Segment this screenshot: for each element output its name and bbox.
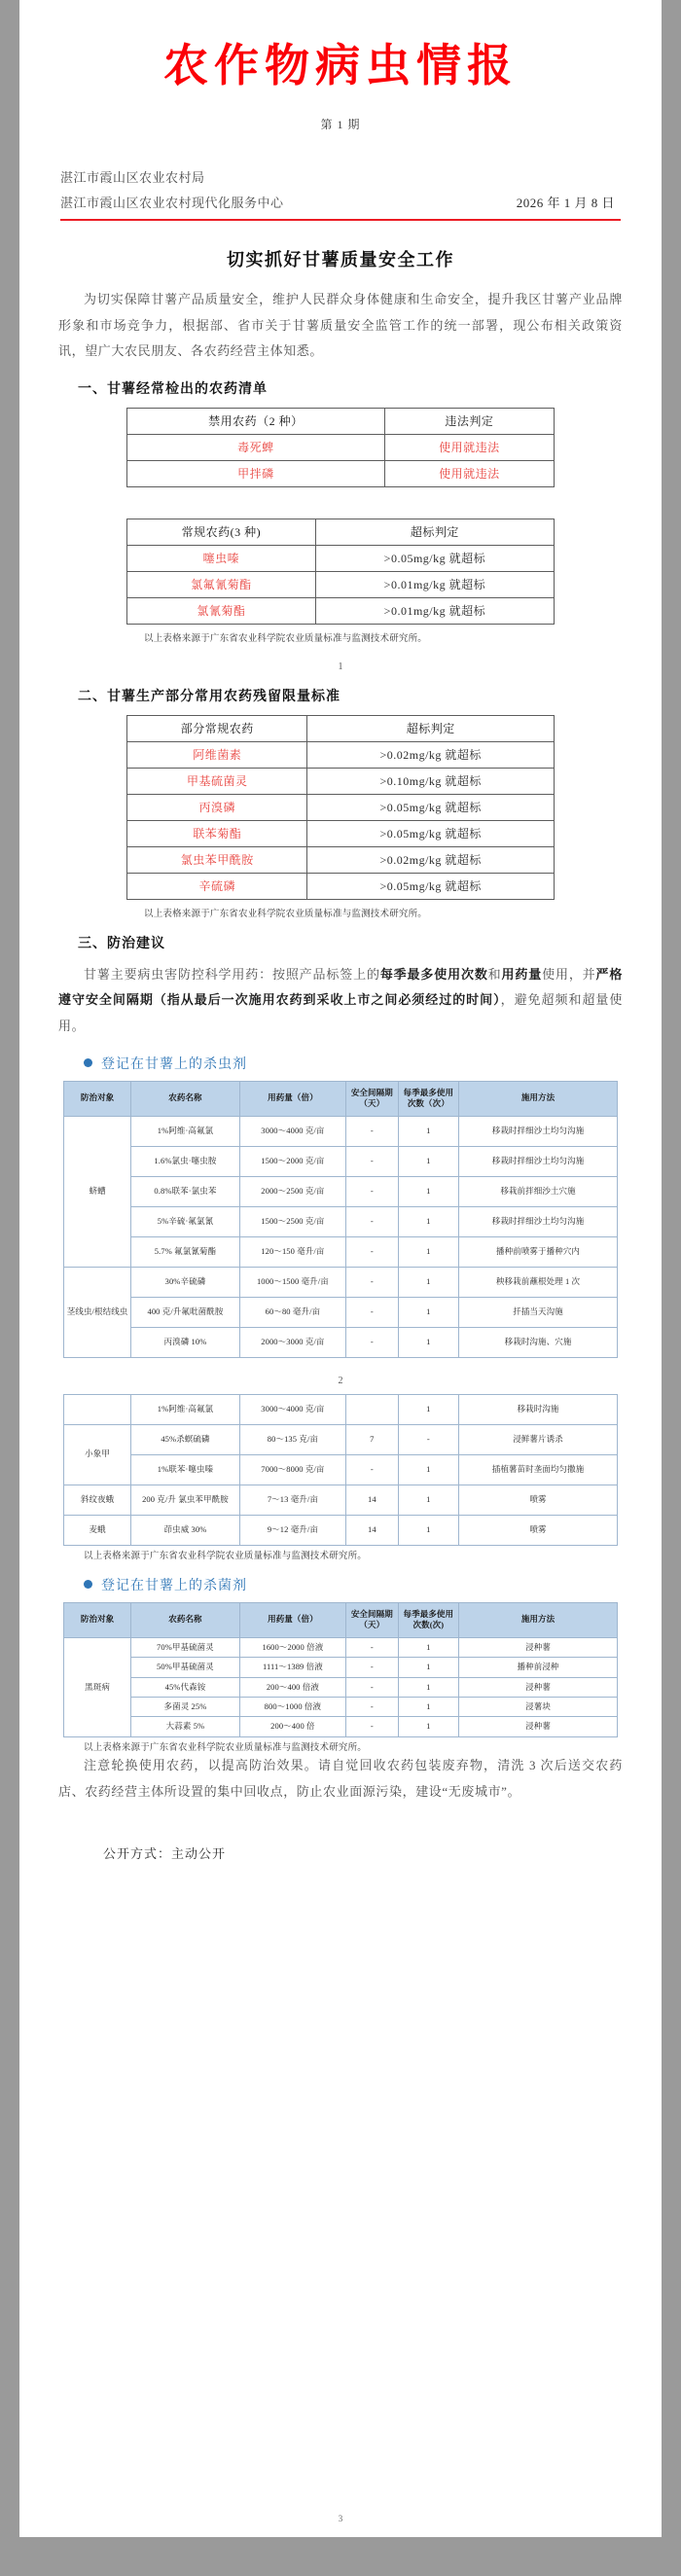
cell-pesticide-name: 氯虫苯甲酰胺 xyxy=(127,846,307,873)
cell-interval: - xyxy=(346,1454,399,1485)
cell-interval xyxy=(346,1394,399,1424)
cell-pest-target: 茎线虫/根结线虫 xyxy=(64,1267,131,1357)
issuer-block xyxy=(39,165,642,216)
cell-judgement: >0.02mg/kg 就超标 xyxy=(307,846,555,873)
cell-drug-name: 45%代森铵 xyxy=(131,1677,240,1697)
cell-judgement: >0.10mg/kg 就超标 xyxy=(307,768,555,794)
col-max-times: 每季最多使用次数（次） xyxy=(398,1081,458,1116)
cell-dose: 1500～2000 克/亩 xyxy=(239,1146,345,1176)
bullet-dot-icon xyxy=(84,1580,92,1589)
cell-times: 1 xyxy=(398,1116,458,1146)
cell-method: 移栽前拌细沙土穴施 xyxy=(459,1176,618,1206)
cell-drug-name: 1%阿维·高氟氯 xyxy=(131,1394,240,1424)
section-1-heading: 一、甘薯经常检出的农药清单 xyxy=(78,381,268,397)
cell-drug-name: 70%甲基硫菌灵 xyxy=(131,1637,240,1657)
cell-dose: 7000～8000 克/亩 xyxy=(239,1454,345,1485)
fungicide-heading-label: 登记在甘薯上的杀菌剂 xyxy=(101,1578,247,1593)
cell-times: - xyxy=(398,1424,458,1454)
cell-judgement: >0.05mg/kg 就超标 xyxy=(307,873,555,899)
cell-times: 1 xyxy=(398,1677,458,1697)
cell-dose: 1600～2000 倍液 xyxy=(239,1637,345,1657)
cell-drug-name: 50%甲基硫菌灵 xyxy=(131,1658,240,1677)
table-row xyxy=(64,1717,618,1736)
cell-dose: 800～1000 倍液 xyxy=(239,1698,345,1717)
insecticide-bullet-heading xyxy=(84,1054,642,1073)
cell-method: 移栽时拌细沙土均匀沟施 xyxy=(459,1146,618,1176)
table-row xyxy=(127,794,555,820)
issuer-line-2 xyxy=(60,191,621,216)
cell-dose: 2000～2500 克/亩 xyxy=(239,1176,345,1206)
page-number-1: 1 xyxy=(338,661,343,672)
para-mid-2: 使用，并 xyxy=(542,966,596,982)
table-row xyxy=(127,460,555,486)
cell-times: 1 xyxy=(398,1515,458,1545)
col-max-times: 每季最多使用次数(次) xyxy=(398,1602,458,1637)
col-pest-target: 防治对象 xyxy=(64,1081,131,1116)
cell-interval: - xyxy=(346,1267,399,1297)
cell-method: 浸鲜薯片诱杀 xyxy=(459,1424,618,1454)
table-header-row xyxy=(127,715,555,741)
cell-pesticide-name: 甲基硫菌灵 xyxy=(127,768,307,794)
table-row xyxy=(127,846,555,873)
table-row xyxy=(127,873,555,899)
cell-drug-name: 1%联苯·噻虫嗪 xyxy=(131,1454,240,1485)
table-row xyxy=(64,1424,618,1454)
cell-pesticide-name: 阿维菌素 xyxy=(127,741,307,768)
issuer-line-1 xyxy=(60,165,621,191)
table-row xyxy=(64,1327,618,1357)
cell-dose: 60～80 毫升/亩 xyxy=(239,1297,345,1327)
cell-method: 移栽时沟施、穴施 xyxy=(459,1327,618,1357)
cell-method: 秧移栽前蘸根处理 1 次 xyxy=(459,1267,618,1297)
cell-interval: - xyxy=(346,1658,399,1677)
table-header-row xyxy=(64,1081,618,1116)
table-row xyxy=(127,820,555,846)
cell-pest-target: 麦蛾 xyxy=(64,1515,131,1545)
issuer-org-1: 湛江市霞山区农业农村局 xyxy=(60,169,205,185)
table-row xyxy=(64,1658,618,1677)
cell-times: 1 xyxy=(398,1658,458,1677)
source-note-section-1: 以上表格来源于广东省农业科学院农业质量标准与监测技术研究所。 xyxy=(144,632,428,644)
cell-times: 1 xyxy=(398,1327,458,1357)
cell-times: 1 xyxy=(398,1297,458,1327)
col-dose: 用药量（倍） xyxy=(239,1602,345,1637)
banned-pesticide-table-wrap xyxy=(39,408,642,487)
table-row xyxy=(64,1297,618,1327)
public-mode-label: 公开方式：主动公开 xyxy=(103,1846,227,1862)
cell-pesticide-name: 联苯菊酯 xyxy=(127,820,307,846)
table-row xyxy=(64,1236,618,1267)
table-row xyxy=(64,1515,618,1545)
table-row xyxy=(127,768,555,794)
cell-interval: - xyxy=(346,1717,399,1736)
col-drug-name: 农药名称 xyxy=(131,1081,240,1116)
cell-interval: - xyxy=(346,1637,399,1657)
page-number-3: 3 xyxy=(338,2514,343,2523)
source-note-insecticide: 以上表格来源于广东省农业科学院农业质量标准与监测技术研究所。 xyxy=(84,1550,368,1561)
col-residue-name: 部分常规农药 xyxy=(127,715,307,741)
table-row xyxy=(64,1454,618,1485)
para-mid-1: 和 xyxy=(487,966,502,982)
cell-pesticide-name: 辛硫磷 xyxy=(127,873,307,899)
table-row xyxy=(64,1146,618,1176)
cell-drug-name: 多菌灵 25% xyxy=(131,1698,240,1717)
insecticide-table-continued xyxy=(63,1394,618,1546)
residue-limit-table-wrap xyxy=(39,715,642,900)
table-header-row xyxy=(127,408,555,434)
cell-pest-target: 小象甲 xyxy=(64,1424,131,1485)
cell-interval: - xyxy=(346,1116,399,1146)
cell-method: 喷雾 xyxy=(459,1485,618,1515)
cell-dose: 3000～4000 克/亩 xyxy=(239,1116,345,1146)
issue-number: 第 1 期 xyxy=(320,117,361,131)
cell-pest-target: 斜纹夜蛾 xyxy=(64,1485,131,1515)
cell-pesticide-name: 甲拌磷 xyxy=(127,460,385,486)
table-row xyxy=(127,571,555,597)
cell-pesticide-name: 氯氰菊酯 xyxy=(127,597,316,624)
cell-method: 浸种薯 xyxy=(459,1717,618,1736)
table-row xyxy=(64,1116,618,1146)
cell-interval: 7 xyxy=(346,1424,399,1454)
cell-judgement: 使用就违法 xyxy=(384,460,554,486)
fungicide-table xyxy=(63,1602,618,1737)
cell-drug-name: 5.7% 氟氯氰菊酯 xyxy=(131,1236,240,1267)
cell-dose: 2000～3000 克/亩 xyxy=(239,1327,345,1357)
cell-dose: 120～150 毫升/亩 xyxy=(239,1236,345,1267)
cell-interval: - xyxy=(346,1297,399,1327)
para-bold-2: 用药量 xyxy=(501,966,543,982)
source-note-section-2: 以上表格来源于广东省农业科学院农业质量标准与监测技术研究所。 xyxy=(144,908,428,919)
bullet-dot-icon xyxy=(84,1058,92,1067)
cell-drug-name: 丙溴磷 10% xyxy=(131,1327,240,1357)
table-row xyxy=(64,1267,618,1297)
cell-dose: 3000～4000 克/亩 xyxy=(239,1394,345,1424)
para-bold-1: 每季最多使用次数 xyxy=(379,966,488,982)
cell-dose: 200～400 倍液 xyxy=(239,1677,345,1697)
issuer-org-2: 湛江市霞山区农业农村现代化服务中心 xyxy=(60,195,284,210)
cell-pesticide-name: 噻虫嗪 xyxy=(127,545,316,571)
cell-dose: 200～400 倍 xyxy=(239,1717,345,1736)
cell-interval: 14 xyxy=(346,1515,399,1545)
cell-method: 移栽时拌细沙土均匀沟施 xyxy=(459,1206,618,1236)
cell-times: 1 xyxy=(398,1267,458,1297)
cell-dose: 80～135 克/亩 xyxy=(239,1424,345,1454)
insecticide-table xyxy=(63,1081,618,1358)
col-drug-name: 农药名称 xyxy=(131,1602,240,1637)
table-row xyxy=(64,1176,618,1206)
table-row xyxy=(64,1485,618,1515)
cell-judgement: >0.05mg/kg 就超标 xyxy=(307,794,555,820)
page-number-2: 2 xyxy=(338,1375,343,1386)
table-header-row xyxy=(127,519,555,545)
col-regular-name: 常规农药(3 种) xyxy=(127,519,316,545)
cell-interval: - xyxy=(346,1327,399,1357)
col-safe-interval: 安全间隔期（天） xyxy=(346,1602,399,1637)
cell-times: 1 xyxy=(398,1698,458,1717)
cell-judgement: 使用就违法 xyxy=(384,434,554,460)
col-method: 施用方法 xyxy=(459,1602,618,1637)
cell-dose: 1000～1500 毫升/亩 xyxy=(239,1267,345,1297)
cell-interval: - xyxy=(346,1698,399,1717)
cell-interval: - xyxy=(346,1146,399,1176)
table-row xyxy=(127,545,555,571)
col-regular-judgement: 超标判定 xyxy=(315,519,554,545)
cell-drug-name: 400 克/升氟吡菌酰胺 xyxy=(131,1297,240,1327)
section-3-paragraph xyxy=(58,962,623,1040)
cell-drug-name: 200 克/升 氯虫苯甲酰胺 xyxy=(131,1485,240,1515)
fungicide-bullet-heading xyxy=(84,1575,642,1594)
insecticide-heading-label: 登记在甘薯上的杀虫剂 xyxy=(101,1056,247,1072)
cell-drug-name: 大蒜素 5% xyxy=(131,1717,240,1736)
cell-dose: 7～13 毫升/亩 xyxy=(239,1485,345,1515)
cell-drug-name: 30%辛硫磷 xyxy=(131,1267,240,1297)
cell-method: 喷雾 xyxy=(459,1515,618,1545)
cell-judgement: >0.05mg/kg 就超标 xyxy=(315,545,554,571)
residue-limit-table xyxy=(126,715,555,900)
cell-method: 浸薯块 xyxy=(459,1698,618,1717)
para-end: ，避免超频和超量使用。 xyxy=(58,992,623,1034)
table-row xyxy=(64,1698,618,1717)
cell-judgement: >0.01mg/kg 就超标 xyxy=(315,597,554,624)
cell-times: 1 xyxy=(398,1394,458,1424)
closing-paragraph: 注意轮换使用农药，以提高防治效果。请自觉回收农药包装废弃物，清洗 3 次后送交农药店、农药经营主体所设置的集中回收点，防止农业面源污染，建设“无废城市”。 xyxy=(58,1757,623,1799)
cell-drug-name: 0.8%联苯·氯虫苯 xyxy=(131,1176,240,1206)
cell-method: 播种前喷雾于播种穴内 xyxy=(459,1236,618,1267)
cell-method: 移栽时沟施 xyxy=(459,1394,618,1424)
cell-times: 1 xyxy=(398,1637,458,1657)
issue-date: 2026 年 1 月 8 日 xyxy=(516,195,615,210)
cell-drug-name: 茚虫威 30% xyxy=(131,1515,240,1545)
document-page xyxy=(19,0,662,2537)
cell-times: 1 xyxy=(398,1454,458,1485)
col-pest-target: 防治对象 xyxy=(64,1602,131,1637)
cell-interval: - xyxy=(346,1206,399,1236)
col-banned-name: 禁用农药（2 种） xyxy=(127,408,385,434)
intro-paragraph: 为切实保障甘薯产品质量安全，维护人民群众身体健康和生命安全，提升我区甘薯产业品牌形象和市场竞争力，根据部、省市关于甘薯质量安全监管工作的统一部署，现公布相关政策资讯，望广大农民朋友、各农药经营主体知悉。 xyxy=(58,291,623,359)
masthead-title: 农作物病虫情报 xyxy=(163,41,518,90)
table-row xyxy=(64,1637,618,1657)
source-note-fungicide: 以上表格来源于广东省农业科学院农业质量标准与监测技术研究所。 xyxy=(84,1741,368,1753)
cell-interval: 14 xyxy=(346,1485,399,1515)
cell-interval: - xyxy=(346,1236,399,1267)
cell-times: 1 xyxy=(398,1206,458,1236)
cell-drug-name: 45%杀螟硫磷 xyxy=(131,1424,240,1454)
cell-method: 浸种薯 xyxy=(459,1637,618,1657)
cell-method: 浸种薯 xyxy=(459,1677,618,1697)
col-residue-judgement: 超标判定 xyxy=(307,715,555,741)
cell-method: 扦插当天沟施 xyxy=(459,1297,618,1327)
cell-times: 1 xyxy=(398,1176,458,1206)
section-2-heading: 二、甘薯生产部分常用农药残留限量标准 xyxy=(78,689,340,704)
article-title: 切实抓好甘薯质量安全工作 xyxy=(227,249,454,269)
cell-drug-name: 5%辛硫·氟氯氰 xyxy=(131,1206,240,1236)
cell-pesticide-name: 氯氟氰菊酯 xyxy=(127,571,316,597)
regular-pesticide-table xyxy=(126,519,555,625)
para-pre: 甘薯主要病虫害防控科学用药：按照产品标签上的 xyxy=(84,966,380,982)
cell-method: 移栽时拌细沙土均匀沟施 xyxy=(459,1116,618,1146)
table-row xyxy=(64,1677,618,1697)
cell-times: 1 xyxy=(398,1717,458,1736)
table-header-row xyxy=(64,1602,618,1637)
table-row xyxy=(64,1206,618,1236)
table-row xyxy=(127,434,555,460)
cell-judgement: >0.05mg/kg 就超标 xyxy=(307,820,555,846)
cell-method: 插植薯苗时垄面均匀撒施 xyxy=(459,1454,618,1485)
cell-times: 1 xyxy=(398,1485,458,1515)
cell-interval: - xyxy=(346,1677,399,1697)
cell-times: 1 xyxy=(398,1146,458,1176)
cell-dose: 9～12 毫升/亩 xyxy=(239,1515,345,1545)
cell-pest-target: 蛴螬 xyxy=(64,1116,131,1267)
cell-method: 播种前浸种 xyxy=(459,1658,618,1677)
cell-pest-target: 黑斑病 xyxy=(64,1637,131,1736)
table-row xyxy=(127,597,555,624)
cell-times: 1 xyxy=(398,1236,458,1267)
cell-pesticide-name: 丙溴磷 xyxy=(127,794,307,820)
col-safe-interval: 安全间隔期（天） xyxy=(346,1081,399,1116)
table-row xyxy=(127,741,555,768)
cell-drug-name: 1%阿维·高氟氯 xyxy=(131,1116,240,1146)
cell-pest-target xyxy=(64,1394,131,1424)
para-bold-3: 严格遵守安全间隔期（指从最后一次施用农药到采收上市之间必须经过的时间） xyxy=(58,966,623,1008)
regular-pesticide-table-wrap xyxy=(39,519,642,625)
cell-drug-name: 1.6%氯虫·噻虫胺 xyxy=(131,1146,240,1176)
cell-judgement: >0.02mg/kg 就超标 xyxy=(307,741,555,768)
cell-dose: 1111～1389 倍液 xyxy=(239,1658,345,1677)
cell-dose: 1500～2500 克/亩 xyxy=(239,1206,345,1236)
section-3-heading: 三、防治建议 xyxy=(78,936,165,951)
table-row xyxy=(64,1394,618,1424)
banned-pesticide-table xyxy=(126,408,555,487)
cell-pesticide-name: 毒死蜱 xyxy=(127,434,385,460)
cell-judgement: >0.01mg/kg 就超标 xyxy=(315,571,554,597)
col-banned-judgement: 违法判定 xyxy=(384,408,554,434)
red-divider-rule xyxy=(60,219,621,221)
col-method: 施用方法 xyxy=(459,1081,618,1116)
col-dose: 用药量（倍） xyxy=(239,1081,345,1116)
cell-interval: - xyxy=(346,1176,399,1206)
